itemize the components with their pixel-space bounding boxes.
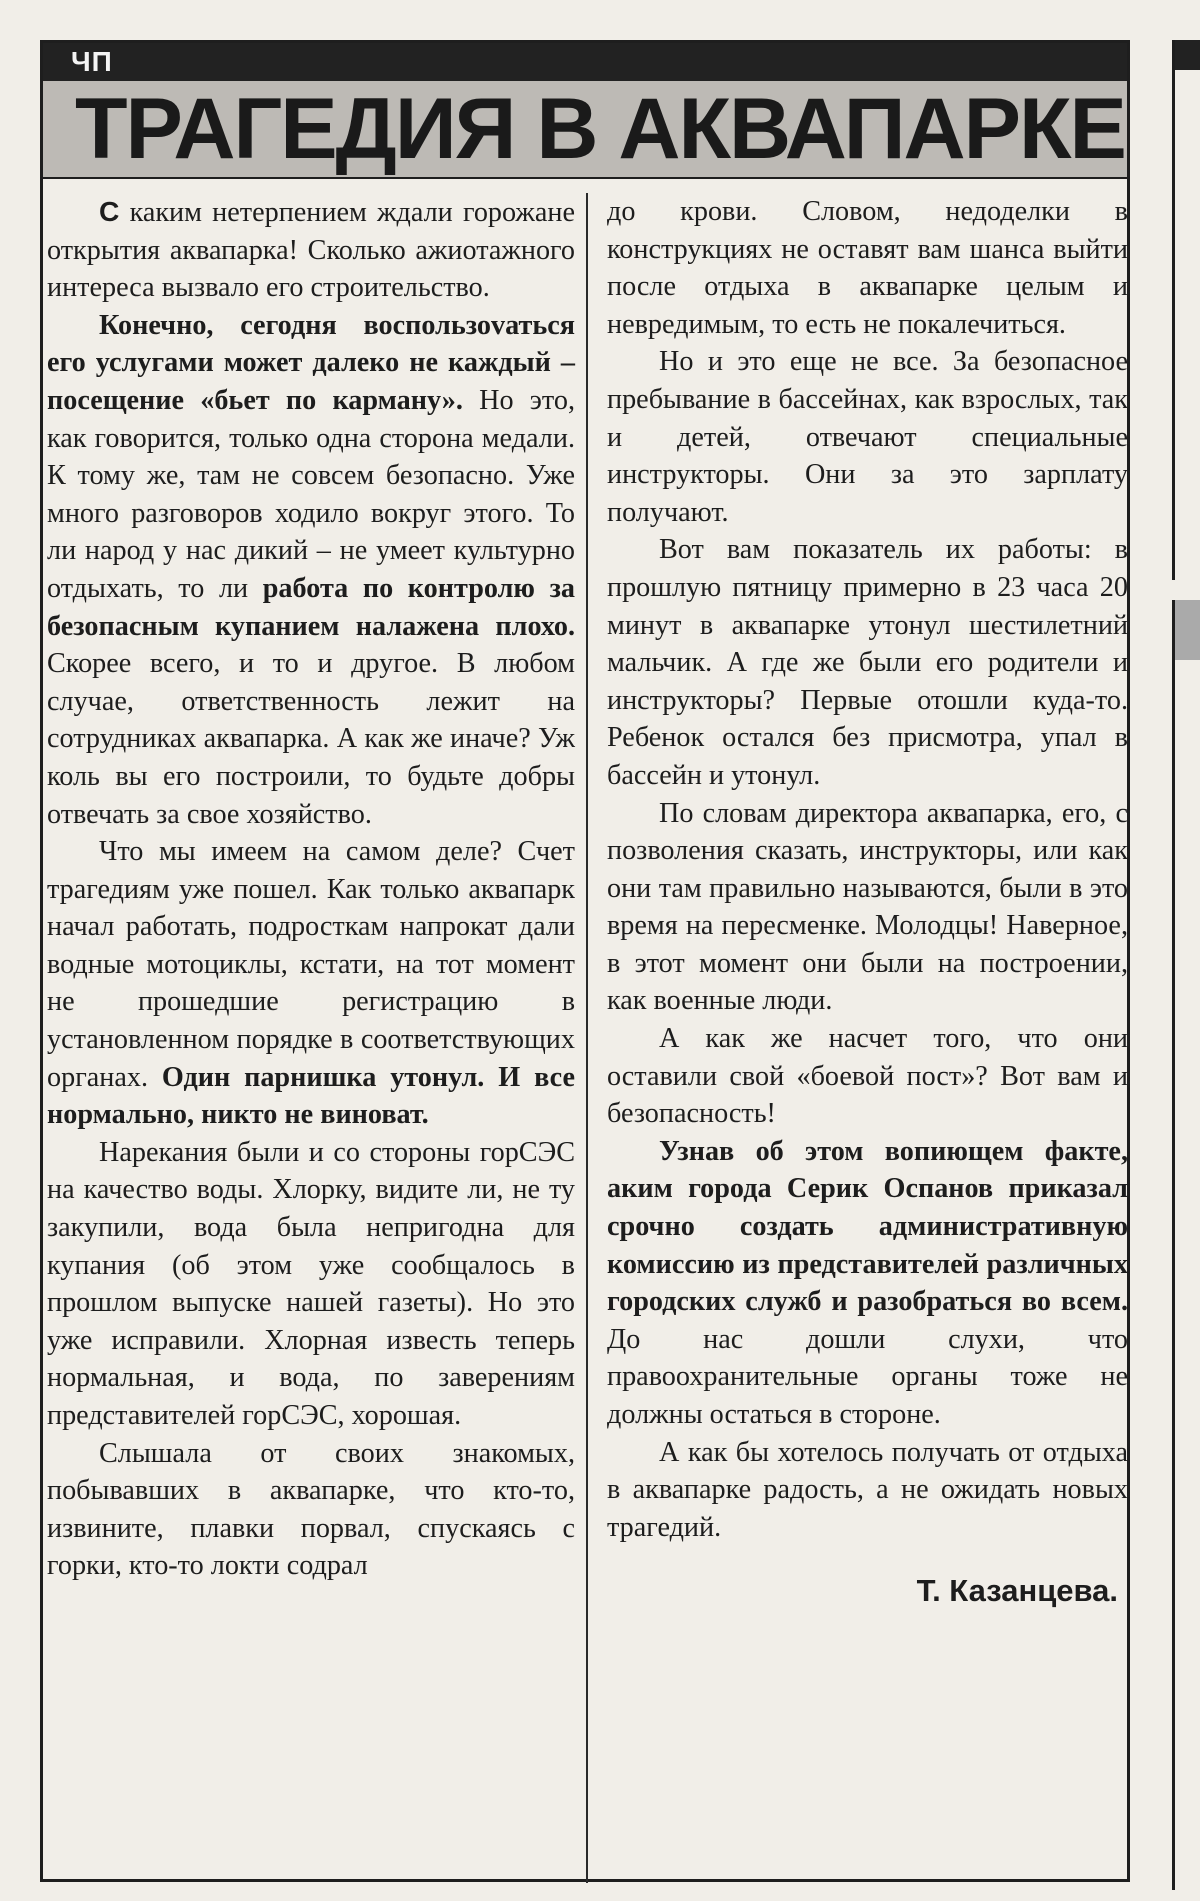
paragraph-10 bbox=[607, 1133, 1128, 1434]
paragraph-6: Но и это еще не все. За безопасное пребывание в бассейнах, как взрослых, так и детей, отвечают специальные инструкторы. Они за это зарплату получают. bbox=[607, 346, 1128, 528]
paragraph-2-text-b: Скорее всего, и то и другое. В любом случае, ответственность лежит на сотрудниках аквапарка. А как же иначе? Уж коль вы его построили, то будьте добры отвечать за свое хозяйство. bbox=[47, 648, 575, 830]
paragraph-2 bbox=[47, 307, 575, 833]
paragraph-8: По словам директора аквапарка, его, с позволения сказать, инструкторы, или как они там правильно называются, были в это время на пересменке. Молодцы! Наверное, в этот момент они были на построении, как военные люди. bbox=[607, 797, 1128, 1017]
paragraph-5-continued: до крови. Словом, недоделки в конструкциях не оставят вам шанса выйти после отдыха в аквапарке целым и невредимым, то есть не покалечиться. bbox=[607, 196, 1128, 340]
paragraph-5-start: Слышала от своих знакомых, побывавших в аквапарке, что кто-то, извините, плавки порвал, спускаясь с горки, кто-то локти содрал bbox=[47, 1437, 575, 1582]
article-frame bbox=[40, 40, 1130, 1882]
article-column-right bbox=[607, 193, 1128, 1610]
article-column-left bbox=[47, 193, 575, 1585]
column-rule bbox=[586, 193, 588, 1883]
paragraph-3 bbox=[47, 833, 575, 1134]
paragraph-1 bbox=[47, 193, 575, 307]
paragraph-10-bold: Узнав об этом вопиющем факте, аким города Серик Оспанов приказал срочно создать административную комиссию из представителей различных городских служб и разобраться во всем. bbox=[607, 1135, 1128, 1318]
paragraph-9: А как же насчет того, что они оставили свой «боевой пост»? Вот вам и безопасность! bbox=[607, 1023, 1128, 1130]
paragraph-10-text: До нас дошли слухи, что правоохранительные органы тоже не должны остаться в стороне. bbox=[607, 1323, 1128, 1430]
paragraph-11: А как бы хотелось получать от отдыха в аквапарке радость, а не ожидать новых трагедий. bbox=[607, 1436, 1128, 1543]
paragraph-3-bold: Один парнишка утонул. И все нормально, никто не виноват. bbox=[47, 1061, 575, 1131]
adjacent-title-band bbox=[1175, 600, 1200, 660]
paragraph-4: Нарекания были и со стороны горСЭС на качество воды. Хлорку, видите ли, не ту закупили, вода была непригодна для купания (об этом уже сообщалось в прошлом выпуске нашей газеты). Но это уже исправили. Хлорная известь теперь нормальная, и вода, по заверениям представителей горСЭС, хорошая. bbox=[47, 1136, 575, 1431]
paragraph-1-text: каким нетерпением ждали горожане открытия аквапарка! Сколько ажиотажного интереса вызвало его строительство. bbox=[47, 197, 575, 304]
adjacent-rubric-bar bbox=[1175, 40, 1200, 70]
adjacent-article-edge-top bbox=[1172, 40, 1200, 580]
adjacent-article-edge-bottom bbox=[1172, 600, 1200, 1890]
paragraph-3-text: Что мы имеем на самом деле? Счет трагедиям уже пошел. Как только аквапарк начал работать, подросткам напрокат дали водные мотоциклы, кстати, на тот момент не прошедшие регистрацию в установленном порядке в соответствующих органах. bbox=[47, 836, 575, 1093]
rubric-bar bbox=[43, 43, 1127, 81]
author-signature: Т. Казанцева. bbox=[916, 1573, 1118, 1609]
paragraph-2-bold: Конечно, сегодня воспользоvаться его услугами может далеко не каждый – посещение «бьет по карману». bbox=[47, 309, 575, 416]
headline-band bbox=[43, 81, 1127, 179]
paragraph-7: Вот вам показатель их работы: в прошлую пятницу примерно в 23 часа 20 минут в аквапарке утонул шестилетний мальчик. А где же были его родители и инструкторы? Первые отошли куда-то. Ребенок остался без присмотра, упал в бассейн и утонул. bbox=[607, 534, 1128, 791]
headline: ТРАГЕДИЯ В АКВАПАРКЕ bbox=[75, 81, 1125, 177]
rubric-label: ЧП bbox=[71, 46, 113, 77]
lead-letter: С bbox=[99, 195, 120, 227]
paragraph-2-text-a: Но это, как говорится, только одна сторона медали. К тому же, там не совсем безопасно. Уже много разговоров ходило вокруг этого. То ли народ у нас дикий – не умеет культурно отдыхать, то ли bbox=[47, 384, 575, 604]
paragraph-2-bold-b: работа по контролю за безопасным купанием налажена плохо. bbox=[47, 572, 575, 642]
